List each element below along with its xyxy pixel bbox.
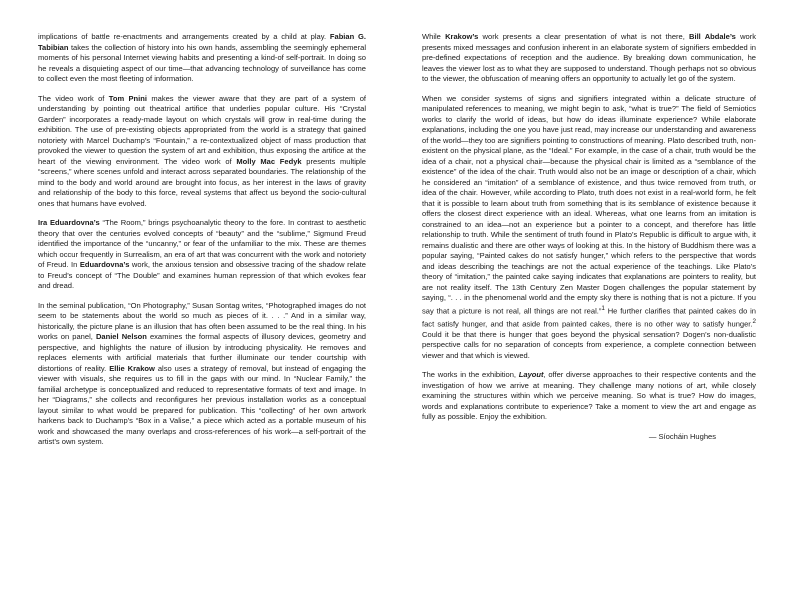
paragraph: When we consider systems of signs and signifiers integrated within a delicate structure of manipulated references to meaning, we might begin to ask, “what is true?” The field of Semiotics works to clarify the world of ideas, but how do ideas illuminate experience? While elaborate explanations, including the one you have just read, may increase our understanding and awareness of the world—they too are signifiers pointing to constructions of meaning. Plato described truth, non-existent on the physical plane, as the “Ideal.” For example, in the case of a chair, truth would be the idea of a chair, not a physical chair—because the physical chair is limited as a “semblance of the existence” of the idea of the chair. Truth would also not be an image or description of a chair, which he considered an “imitation” of a semblance of existence, and thus twice removed from truth, or idea of the chair. However, while according to Plato, truth does not exist in a real-world form, he felt that it is possible to learn about truth from something that is its semblance of existence because it offers the closest direct experience with an ideal. Whereas, what one learns from an imitation is constrained to an idea—not an experience but a pointer to a concept, and therefore has little relationship to truth. While the sentiment of truth found in Plato’s Republic is difficult to argue with, it remains dualistic and there are other ways of looking at this. In the history of Buddhism there was a popular saying, “Painted cakes do not satisfy hunger,” which refers to the perspective that words and ideas describing the teachings are not the actual experience of the teachings. Like Plato’s theory of “imitation,” the painted cake saying indicates that explanations are pointers to reality, but are not reality itself. The 13th Century Zen Master Dogen challenges the popular statement by saying, “. . . in the phenomenal world and the empty sky there is nothing that is not a picture. If you say that a picture is not real, all things are not real.”$^1$ He further clarifies that painted cakes do in fact satisfy hunger, and that aside from painted cakes, there is no other way to satisfy hunger.$^2$ Could it be that there is hunger that goes beyond the physical sensation? Dogen’s non-dualistic perspective calls for no separation of concepts from experience, a complete connection between viewer and that which is viewed. [422, 93, 756, 360]
artist-name: Eduardovna’s [79, 260, 130, 269]
left-column [38, 32, 366, 457]
paragraph: Ira Eduardovna’s “The Room,” brings psychoanalytic theory to the fore. In contrast to aesthetic theory that over the centuries evolved concepts of “beauty” and the “sublime,” Sigmund Freud identified the importance of the “uncanny,” or fear of the unfamiliar to the mix. These are themes which occur frequently in Surrealism, an era of art that was concurrent with the work and notoriety of Freud. In Eduardovna’s work, the anxious tension and obsessive tracing of the shadow relate to Freud’s concept of “The Double” and examines human repression of that which evokes fear and dread. [38, 218, 366, 290]
exhibition-title: Layout [518, 370, 544, 380]
artist-name: Ellie Krakow [109, 363, 155, 373]
paragraph: In the seminal publication, “On Photography,” Susan Sontag writes, “Photographed images do not seem to be statements about the world so much as pieces of it. . . .” And in a similar way, historically, the picture plane is an illusion that has often been assumed to be the real thing. In his works on panel, Daniel Nelson examines the formal aspects of illusory devices, geometry and perspective, and highlights the nature of illusion by introducing physicality. He removes and replaces elements with artificial materials that further illuminate our tender courtship with distortions of reality. Ellie Krakow also uses a strategy of removal, but instead of engaging the viewer with visuals, she requires us to fill in the gaps with our mind. In “Nuclear Family,” the familial archetype is conceptualized and reduced to representative formats of text and image. In her “Diagrams,” she collects and reconfigures her previous installation works as a conceptual layout similar to what would be prepared for publication. This “collecting” of her own artwork harkens back to Duchamp’s “Box in a Valise,” a piece which acted as a portable museum of his work and showcased the many overlaps and cross-references of his work—a self-portrait of the artist’s own system. [38, 300, 366, 446]
artist-name: Ira Eduardovna’s [38, 218, 100, 227]
artist-name: Daniel Nelson [95, 332, 147, 341]
artist-name: Krakow’s [445, 32, 479, 41]
paragraph: implications of battle re-enactments and arrangements created by a child at play. Fabian G. Tabibian takes the collection of history into his own hands, assembling the seemingly ephemeral moments of his personal Internet viewing habits and presenting a kind-of self-portrait. In doing so he reveals a disquieting aspect of our time—that advancing technology of surveillance has come to collect even the most fleeting of information. [38, 32, 366, 83]
artist-name: Bill Abdale’s [689, 32, 736, 41]
footnote-marker: 1 [601, 304, 605, 312]
paragraph: While Krakow’s work presents a clear presentation of what is not there, Bill Abdale’s work presents mixed messages and confusion inherent in an elaborate system of signifiers embedded in pre-defined expectations of reception and the audience. By breaking down communication, he leaves the viewer lost as to what they are supposed to understand. Though perhaps not so obvious to the viewer, the obfuscation of meaning offers an opportunity to actually let go of the system. [422, 32, 757, 83]
right-column [422, 32, 757, 442]
paragraph: The works in the exhibition, Layout, offer diverse approaches to their respective contents and the investigation of how we arrive at meaning. They challenge many notions of art, while closely examining the structures within which we perceive meaning. So what is true? How do images, words and explanations contribute to experience? Take a moment to view the art and engage as fully as possible. Enjoy the exhibition. [422, 370, 756, 422]
footnote-marker: 2 [752, 317, 756, 325]
paragraph: The video work of Tom Pnini makes the viewer aware that they are part of a system of understanding by pointing out theatrical artifice that underlies popular culture. His “Crystal Garden” incorporates a ready-made layout on which crystals will grow in real-time during the exhibition. The use of pre-existing objects appropriated from the world is a strategy that gained notoriety with Marcel Duchamp’s “Fountain,” a re-contextualized object of mass production that provoked the viewer to question the system of art and exhibition, thus exposing the artifice at the heart of the viewing environment. The video work of Molly Mac Fedyk presents multiple “screens,” where scenes unfold and interact across separated boundaries. The relationship of the mind to the body and world around are brought into focus, as her interest in the laws of gravity and relationship of the body to this force, reveal systems that affect us beyond the socio-cultural ones that humans have evolved. [38, 93, 366, 208]
artist-name: Fabian G. Tabibian [38, 32, 366, 52]
author-signature: — Síocháin Hughes [648, 431, 716, 441]
artist-name: Tom Pnini [108, 93, 147, 103]
artist-name: Molly Mac Fedyk [236, 156, 302, 166]
